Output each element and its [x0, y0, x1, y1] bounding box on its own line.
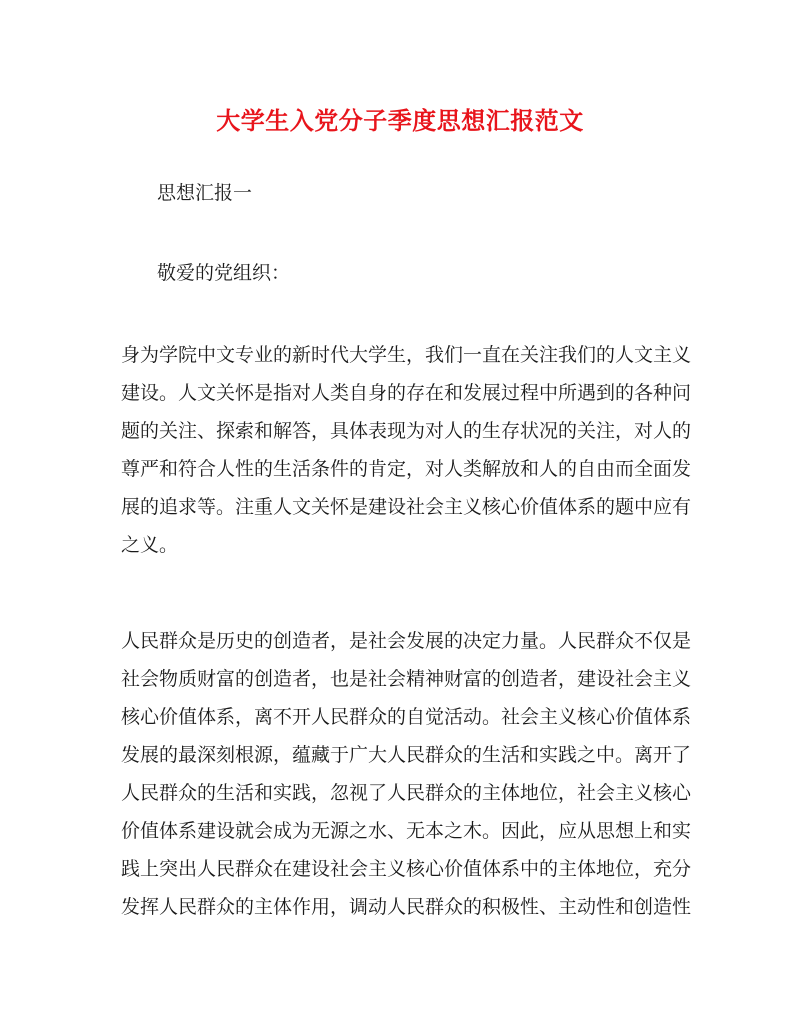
document-title: 大学生入党分子季度思想汇报范文	[216, 106, 584, 135]
paragraph-line: 人民群众的生活和实践，忽视了人民群众的主体地位，社会主义核心	[121, 782, 692, 804]
paragraph-line: 题的关注、探索和解答，具体表现为对人的生存状况的关注，对人的	[121, 420, 692, 442]
paragraph-line: 展的追求等。注重人文关怀是建设社会主义核心价值体系的题中应有	[121, 496, 692, 518]
paragraph-line: 践上突出人民群众在建设社会主义核心价值体系中的主体地位，充分	[121, 858, 692, 880]
paragraph-line: 人民群众是历史的创造者，是社会发展的决定力量。人民群众不仅是	[121, 630, 692, 652]
paragraph-line: 尊严和符合人性的生活条件的肯定，对人类解放和人的自由而全面发	[121, 458, 692, 480]
paragraph-line: 身为学院中文专业的新时代大学生，我们一直在关注我们的人文主义	[121, 344, 692, 366]
paragraph-line: 社会物质财富的创造者，也是社会精神财富的创造者，建设社会主义	[121, 668, 692, 690]
paragraph-line: 价值体系建设就会成为无源之水、无本之木。因此，应从思想上和实	[121, 820, 692, 842]
paragraph-line: 建设。人文关怀是指对人类自身的存在和发展过程中所遇到的各种问	[121, 382, 692, 404]
paragraph-1	[121, 336, 692, 564]
paragraph-line: 核心价值体系，离不开人民群众的自觉活动。社会主义核心价值体系	[121, 706, 692, 728]
section-heading: 思想汇报一	[157, 182, 253, 204]
paragraph-line: 发挥人民群众的主体作用，调动人民群众的积极性、主动性和创造性	[121, 896, 692, 918]
salutation: 敬爱的党组织：	[157, 262, 291, 284]
paragraph-line: 发展的最深刻根源，蕴藏于广大人民群众的生活和实践之中。离开了	[121, 744, 692, 766]
paragraph-line: 之义。	[121, 534, 179, 556]
paragraph-2	[121, 622, 692, 926]
